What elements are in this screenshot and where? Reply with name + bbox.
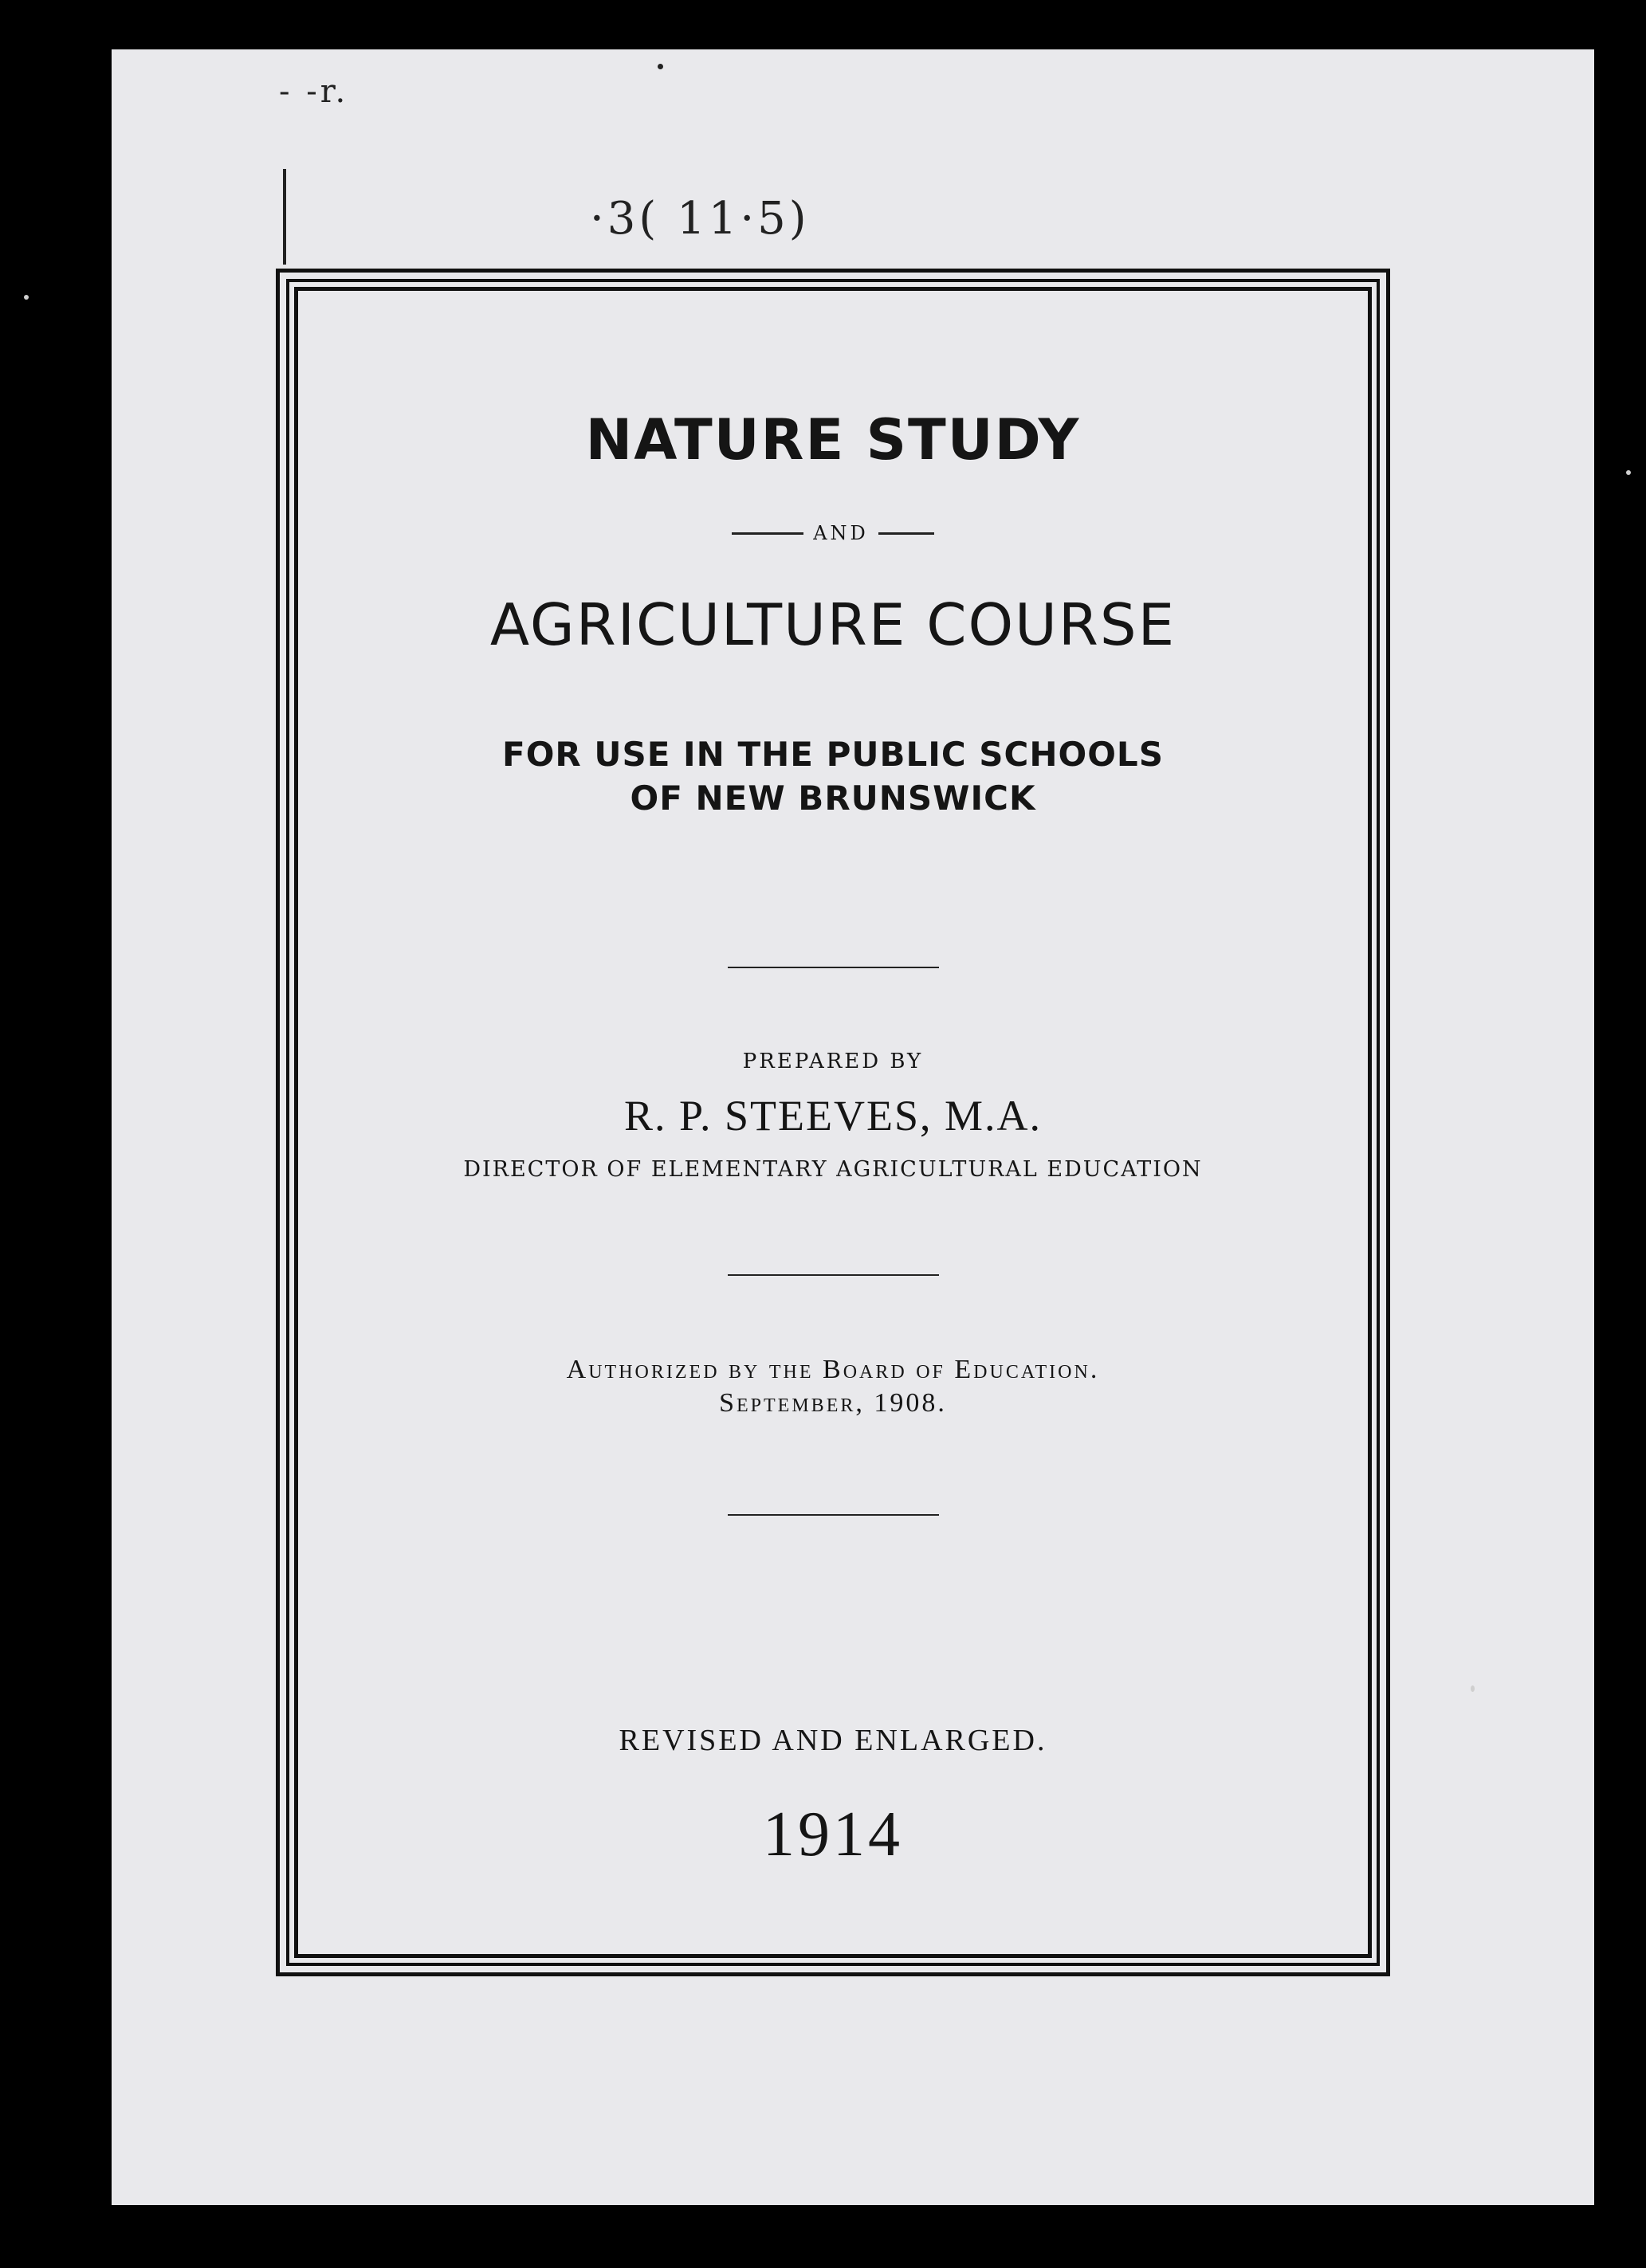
authorization-line-2: September, 1908. [719,1388,947,1418]
title-page [112,49,1594,2205]
title-line-2: AGRICULTURE COURSE [489,591,1177,658]
edition-note: REVISED AND ENLARGED. [619,1724,1047,1757]
separator-rule [276,967,1390,968]
connector-text: AND [813,522,869,544]
title-line-1: NATURE STUDY [585,407,1081,473]
scan-speck [658,64,663,69]
title-connector [276,522,1390,544]
authorization-line-1: Authorized by the Board of Education. [566,1355,1100,1384]
scan-speck [24,295,29,300]
connector-rule-right [878,532,934,535]
connector-rule-left [732,532,803,535]
scan-speck [1626,470,1631,475]
subtitle-line-2: OF NEW BRUNSWICK [630,779,1036,818]
separator-rule [276,1514,1390,1516]
margin-line-mark [283,169,293,265]
author-name: R. P. STEEVES, M.A. [623,1092,1043,1140]
call-number: ·3( 11·5) [590,193,810,245]
publication-year: 1914 [763,1799,903,1870]
scan-speck [1471,1685,1475,1692]
subtitle-line-1: FOR USE IN THE PUBLIC SCHOOLS [502,735,1164,774]
prepared-by-label: PREPARED BY [742,1050,924,1073]
author-role: DIRECTOR OF ELEMENTARY AGRICULTURAL EDUCATION [463,1157,1203,1182]
pencil-mark-top: - -r. [279,73,349,110]
separator-rule [276,1274,1390,1276]
